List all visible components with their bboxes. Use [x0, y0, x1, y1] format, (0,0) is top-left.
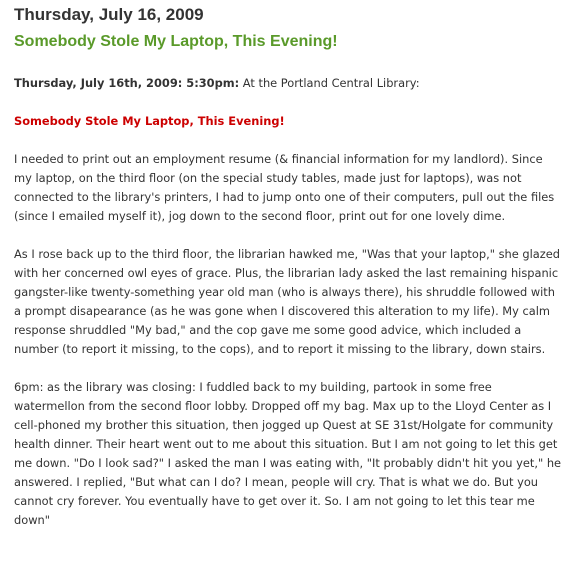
- intro-date: Thursday, July 16th, 2009: 5:30pm:: [14, 76, 240, 90]
- blog-post: [14, 4, 562, 549]
- post-title-link[interactable]: Somebody Stole My Laptop, This Evening!: [14, 33, 338, 50]
- post-subheading: Somebody Stole My Laptop, This Evening!: [14, 114, 285, 128]
- intro-location: At the Portland Central Library:: [239, 76, 420, 90]
- body-paragraph: I needed to print out an employment resume (& financial information for my landlord). Since my laptop, on the third floor (on the special study tables, made just for laptops), was not connected to the library's printers, I had to jump onto one of their computers, pull out the files (since I emailed myself it), jog down to the second floor, print out for one lovely dime.: [14, 152, 555, 223]
- post-body: [14, 74, 562, 530]
- body-paragraph: As I rose back up to the third floor, the librarian hawked me, "Was that your laptop," she glazed with her concerned owl eyes of grace. Plus, the librarian lady asked the last remaining hispanic gangster-like twenty-something year old man (who is always there), his shruddle followed with a prompt disapearance (as he was gone when I discovered this alteration to my life). My calm response shruddled "My bad," and the cop gave me some good advice, which included a number (to report it missing, to the cops), and to report it missing to the library, down stairs.: [14, 247, 560, 356]
- post-date-header: Thursday, July 16, 2009: [14, 5, 204, 24]
- body-paragraph: 6pm: as the library was closing: I fuddled back to my building, partook in some free watermellon from the second floor lobby. Dropped off my bag. Max up to the Lloyd Center as I cell-phoned my brother this situation, then jogged up Quest at SE 31st/Holgate for community health dinner. Their heart went out to me about this situation. But I am not going to let this get me down. "Do I look sad?" I asked the man I was eating with, "It probably didn't hit you yet," he answered. I replied, "But what can I do? I mean, people will cry. That is what we do. But you cannot cry forever. You eventually have to get over it. So. I am not going to let this tear me down": [14, 380, 562, 527]
- intro-line: [14, 74, 562, 93]
